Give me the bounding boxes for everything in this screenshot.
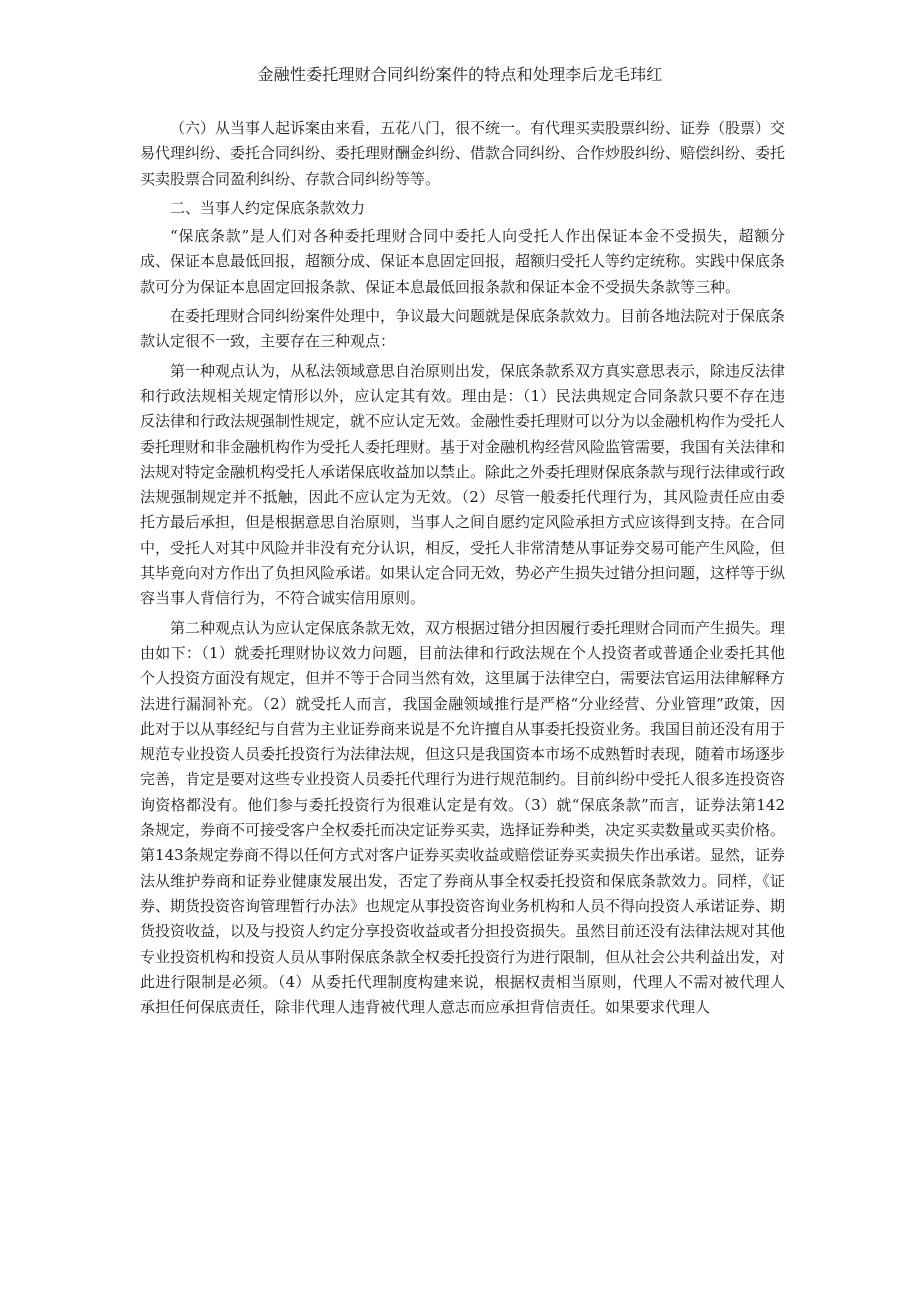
section-heading-guarantee-clause: 二、当事人约定保底条款效力 [170,198,366,217]
paragraph-first-view: 第一种观点认为，从私法领域意思自治原则出发，保底条款系双方真实意思表示，除违反法律和行政法规相关规定情形以外，应认定其有效。理由是：（1）民法典规定合同条款只要不存在违反法律和行政法规强制性规定，就不应认定无效。金融性委托理财可以分为以金融机构作为受托人委托理财和非金融机构作为受托人委托理财。基于对金融机构经营风险监管需要，我国有关法律和法规对特定金融机构受托人承诺保底收益加以禁止。除此之外委托理财保底条款与现行法律或行政法规强制规定并不抵触，因此不应认定为无效。（2）尽管一般委托代理行为，其风险责任应由委托方最后承担，但是根据意思自治原则，当事人之间自愿约定风险承担方式应该得到支持。在合同中，受托人对其中风险并非没有充分认识，相反，受托人非常清楚从事证券交易可能产生风险，但其毕竟向对方作出了负担风险承诺。如果认定合同无效，势必产生损失过错分担问题，这样等于纵容当事人背信行为，不符合诚实信用原则。 [140,361,786,608]
paragraph-second-view: 第二种观点认为应认定保底条款无效，双方根据过错分担因履行委托理财合同而产生损失。理由如下：（1）就委托理财协议效力问题，目前法律和行政法规在个人投资者或普通企业委托其他个人投资方面没有规定，但并不等于合同当然有效，这里属于法律空白，需要法官运用法律解释方法进行漏洞补充。（2）就受托人而言，我国金融领域推行是严格“分业经营、分业管理”政策，因此对于以从事经纪与自营为主业证券商来说是不允许擅自从事委托投资业务。我国目前还没有用于规范专业投资人员委托投资行为法律法规，但这只是我国资本市场不成熟暂时表现，随着市场逐步完善，肯定是要对这些专业投资人员委托代理行为进行规范制约。目前纠纷中受托人很多连投资咨询资格都没有。他们参与委托投资行为很难认定是有效。（3）就“保底条款”而言，证券法第142条规定，券商不可接受客户全权委托而决定证券买卖，选择证券种类，决定买卖数量或买卖价格。第143条规定券商不得以任何方式对客户证券买卖收益或赔偿证券买卖损失作出承诺。显然，证券法从维护券商和证券业健康发展出发，否定了券商从事全权委托投资和保底条款效力。同样，《证券、期货投资咨询管理暂行办法》也规定从事投资咨询业务机构和人员不得向投资人承诺证券、期货投资收益，以及与投资人约定分享投资收益或者分担投资损失。虽然目前还没有法律法规对其他专业投资机构和投资人员从事附保底条款全权委托投资行为进行限制，但从社会公共利益出发，对此进行限制是必须。（4）从委托代理制度构建来说，根据权责相当原则，代理人不需对被代理人承担任何保底责任，除非代理人违背被代理人意志而应承担背信责任。如果要求代理人 [140,618,786,1017]
document-body [140,116,785,1024]
paragraph-dispute-overview: 在委托理财合同纠纷案件处理中，争议最大问题就是保底条款效力。目前各地法院对于保底条款认定很不一致，主要存在三种观点： [140,307,786,351]
paragraph-guarantee-definition: “保底条款”是人们对各种委托理财合同中委托人向受托人作出保证本金不受损失，超额分成、保证本息最低回报，超额分成、保证本息固定回报，超额归受托人等约定统称。实践中保底条款可分为保证本息固定回报条款、保证本息最低回报条款和保证本金不受损失条款等三种。 [140,227,786,296]
paragraph-case-causes: （六）从当事人起诉案由来看，五花八门，很不统一。有代理买卖股票纠纷、证券（股票）交易代理纠纷、委托合同纠纷、委托理财酬金纠纷、借款合同纠纷、合作炒股纠纷、赔偿纠纷、委托买卖股票合同盈利纠纷、存款合同纠纷等等。 [140,119,786,188]
document-title: 金融性委托理财合同纠纷案件的特点和处理李后龙毛玮红 [257,65,663,84]
